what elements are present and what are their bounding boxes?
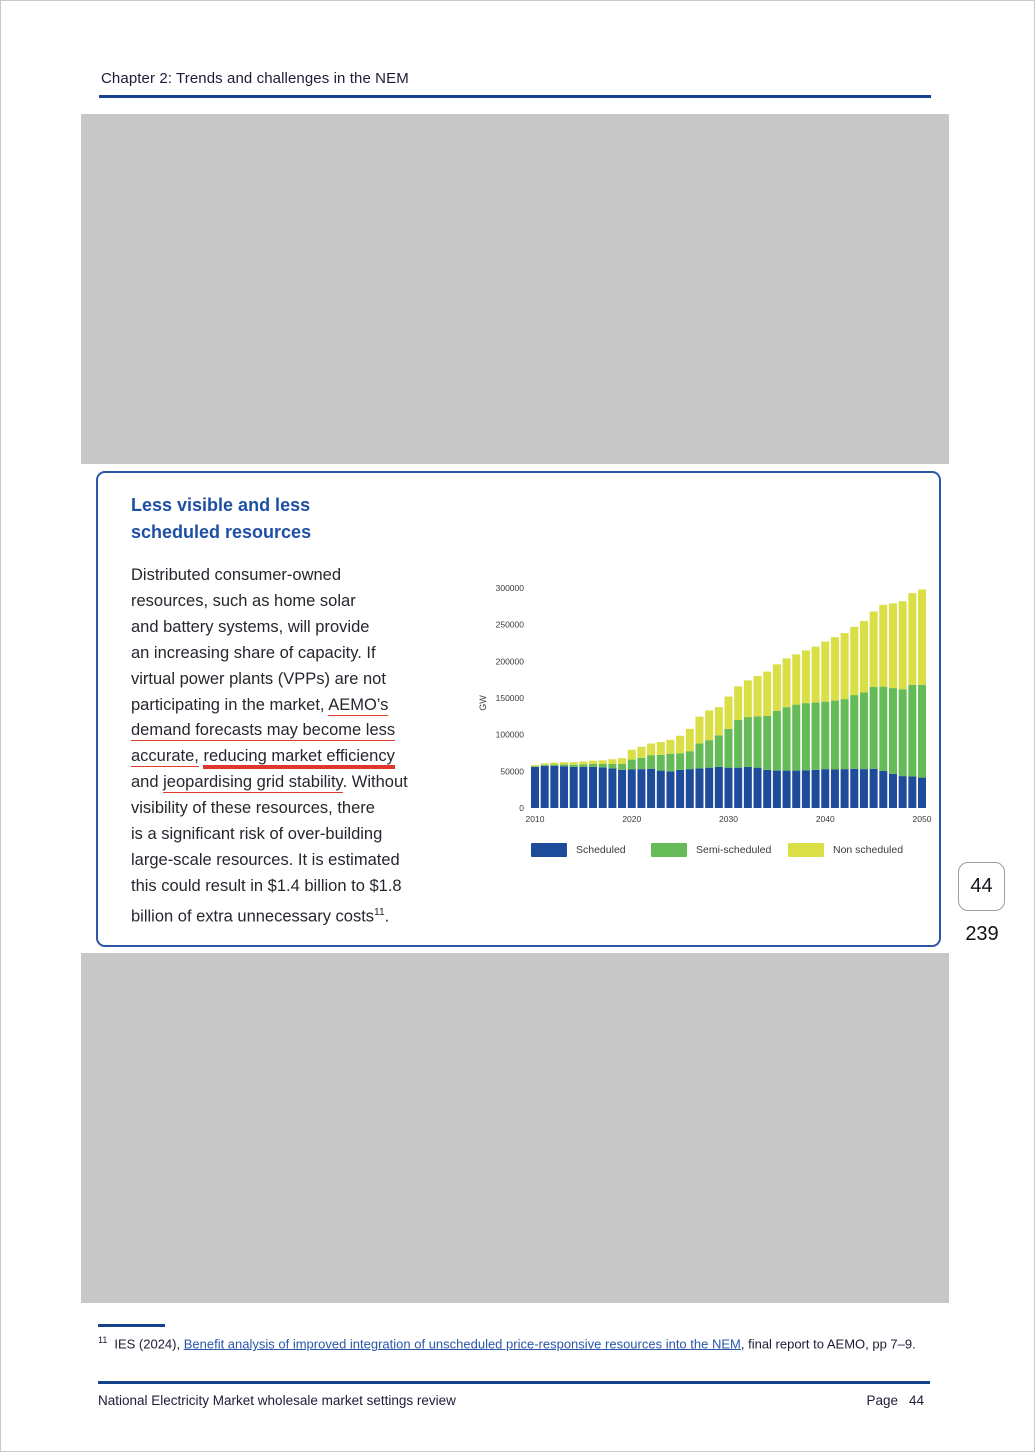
svg-text:GW: GW xyxy=(478,695,488,711)
callout-body-line: Distributed consumer-owned xyxy=(131,566,342,584)
footer-page-label: Page xyxy=(866,1393,898,1408)
legend-swatch xyxy=(531,843,567,857)
footnote-marker: 11 xyxy=(98,1335,108,1345)
capacity-chart-svg xyxy=(468,573,938,873)
footer-page xyxy=(866,1393,924,1408)
footnote-prefix: IES (2024), xyxy=(114,1336,184,1352)
callout-body-line: this could result in $1.4 billion to $1.8 xyxy=(131,876,402,895)
header-rule xyxy=(99,95,931,98)
svg-text:150000: 150000 xyxy=(495,693,524,703)
callout-title xyxy=(131,492,311,546)
callout-body-line: visibility of these resources, there xyxy=(131,799,375,818)
svg-text:100000: 100000 xyxy=(495,729,524,740)
svg-text:300000: 300000 xyxy=(495,583,524,593)
callout-body-line: accurate, reducing market efficiency xyxy=(131,744,408,770)
callout-body-line: demand forecasts may become less xyxy=(131,721,396,740)
legend-item xyxy=(651,843,771,857)
callout-body-line: participating in the market, AEMO’s xyxy=(131,695,389,714)
callout-body xyxy=(131,563,408,930)
legend-item xyxy=(788,843,903,857)
callout-body-line: is a significant risk of over-building xyxy=(131,825,383,844)
svg-text:2030: 2030 xyxy=(719,814,738,824)
svg-text:2010: 2010 xyxy=(525,814,545,824)
figure-placeholder-bottom xyxy=(81,953,949,1303)
callout-body-line: and battery systems, will provide xyxy=(131,617,370,636)
callout-body-line: large-scale resources. It is estimated xyxy=(131,850,400,869)
svg-text:200000: 200000 xyxy=(495,656,524,667)
callout-body-line: an increasing share of capacity. If xyxy=(131,643,376,662)
callout-body-line: billion of extra unnecessary costs$^{11}$. xyxy=(131,906,390,926)
legend-swatch xyxy=(651,843,687,857)
svg-text:2050: 2050 xyxy=(912,814,932,824)
svg-text:250000: 250000 xyxy=(495,619,524,630)
footnote-link[interactable]: Benefit analysis of improved integration of unscheduled price-responsive resources into the NEM xyxy=(183,1336,741,1352)
legend-item xyxy=(531,843,626,857)
svg-text:2020: 2020 xyxy=(622,814,642,824)
callout-body-line: resources, such as home solar xyxy=(131,591,356,610)
svg-text:0: 0 xyxy=(519,803,524,813)
page-marker-badge[interactable]: 44 xyxy=(958,862,1005,911)
legend-label: Scheduled xyxy=(576,844,626,856)
callout-body-line: virtual power plants (VPPs) are not xyxy=(131,669,386,688)
footer-rule xyxy=(98,1381,930,1384)
callout-box xyxy=(96,471,941,947)
svg-text:2040: 2040 xyxy=(815,814,835,824)
footer-page-number: 44 xyxy=(908,1393,924,1408)
chapter-header: Chapter 2: Trends and challenges in the NEM xyxy=(101,70,409,87)
footnote-rule xyxy=(98,1324,165,1327)
footnote-suffix: , final report to AEMO, pp 7–9. xyxy=(740,1336,916,1352)
callout-body-line: and jeopardising grid stability. Without xyxy=(131,773,408,792)
footnote xyxy=(98,1335,916,1351)
capacity-chart xyxy=(468,573,938,873)
legend-swatch xyxy=(788,843,824,857)
page-marker-number: 239 xyxy=(965,923,999,945)
svg-text:50000: 50000 xyxy=(500,766,524,777)
footer-title: National Electricity Market wholesale market settings review xyxy=(98,1393,456,1408)
legend-label: Non scheduled xyxy=(833,844,904,856)
legend-label: Semi-scheduled xyxy=(696,844,772,856)
figure-placeholder-top xyxy=(81,114,949,464)
callout-title-line2: scheduled resources xyxy=(131,522,312,542)
callout-title-line1: Less visible and less xyxy=(131,495,311,515)
